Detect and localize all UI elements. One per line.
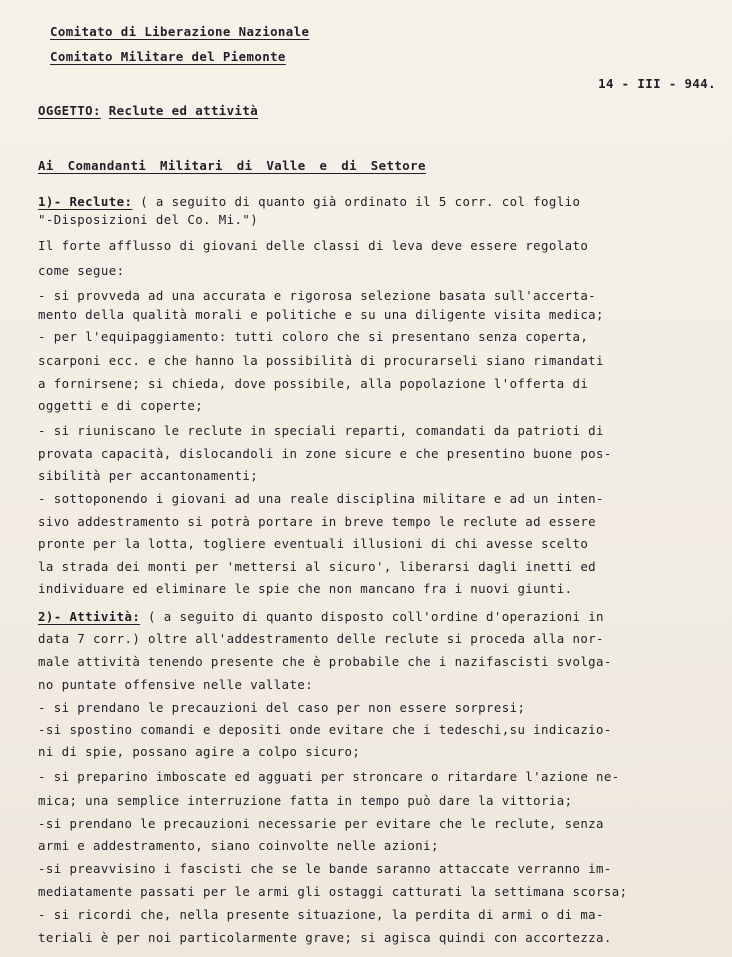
body-line: sibilità per accantonamenti; [38,468,259,483]
body-line: -si prendano le precauzioni necessarie per evitare che le reclute, senza [38,816,604,831]
body-line: -si spostino comandi e depositi onde evitare che i tedeschi,su indicazio- [38,722,612,737]
body-line: ni di spie, possano agire a colpo sicuro; [38,744,361,759]
body-line: mento della qualità morali e politiche e su una diligente visita medica; [38,307,604,322]
body-line: scarponi ecc. e che hanno la possibilità di procurarseli siano rimandati [38,353,604,368]
body-line: "-Disposizioni del Co. Mi.") [38,212,259,227]
body-line: pronte per la lotta, togliere eventuali illusioni di chi avesse scelto [38,536,589,551]
body-line: teriali è per noi particolarmente grave; si agisca quindi con accortezza. [38,930,612,945]
body-line: come segue: [38,263,125,278]
body-line: data 7 corr.) oltre all'addestramento delle reclute si proceda alla nor- [38,631,604,646]
subject-label: OGGETTO: [38,103,101,118]
body-line: -si preavvisino i fascisti che se le bande saranno attaccate verranno im- [38,861,612,876]
addressee-line: Ai Comandanti Militari di Valle e di Settore [38,158,426,173]
body-line: - per l'equipaggiamento: tutti coloro che si presentano senza coperta, [38,329,589,344]
body-line: Il forte afflusso di giovani delle classi di leva deve essere regolato [38,238,589,253]
body-line: - si prendano le precauzioni del caso per non essere sorpresi; [38,700,526,715]
body-line: armi e addestramento, siano coinvolte nelle azioni; [38,838,439,853]
body-line: la strada dei monti per 'mettersi al sicuro', liberarsi dagli inetti ed [38,559,597,574]
section-1-title: 1)- Reclute: [38,194,133,209]
section-1-heading-line [38,196,580,208]
body-line: male attività tenendo presente che è probabile che i nazifascisti svolga- [38,654,612,669]
org-line-1: Comitato di Liberazione Nazionale [50,24,310,39]
body-line: - si ricordi che, nella presente situazione, la perdita di armi o di ma- [38,907,604,922]
section-2-intro: ( a seguito di quanto disposto coll'ordine d'operazioni in [140,609,604,624]
subject-text: Reclute ed attività [108,103,259,118]
body-line: - si provveda ad una accurata e rigorosa selezione basata sull'accerta- [38,288,597,303]
body-line: sivo addestramento si potrà portare in breve tempo le reclute ad essere [38,514,597,529]
body-line: - sottoponendo i giovani ad una reale disciplina militare e ad un inten- [38,491,604,506]
body-line: a fornirsene; si chieda, dove possibile, alla popolazione l'offerta di [38,376,589,391]
org-line-2: Comitato Militare del Piemonte [50,49,286,64]
body-line: oggetti e di coperte; [38,398,204,413]
body-line: provata capacità, dislocandoli in zone sicure e che presentino buone pos- [38,446,612,461]
section-1-intro: ( a seguito di quanto già ordinato il 5 corr. col foglio [132,194,581,209]
body-line: mediatamente passati per le armi gli ostaggi catturati la settimana scorsa; [38,884,628,899]
section-2-heading-line [38,611,604,623]
body-line: mica; una semplice interruzione fatta in tempo può dare la vittoria; [38,793,573,808]
body-line: individuare ed eliminare le spie che non mancano fra i nuovi giunti. [38,581,573,596]
document-date: 14 - III - 944. [598,76,716,91]
section-2-title: 2)- Attività: [38,609,141,624]
subject-line [38,105,258,117]
body-line: - si preparino imboscate ed agguati per stroncare o ritardare l'azione ne- [38,769,620,784]
body-line: no puntate offensive nelle vallate: [38,677,314,692]
body-line: - si riuniscano le reclute in speciali reparti, comandati da patrioti di [38,423,604,438]
